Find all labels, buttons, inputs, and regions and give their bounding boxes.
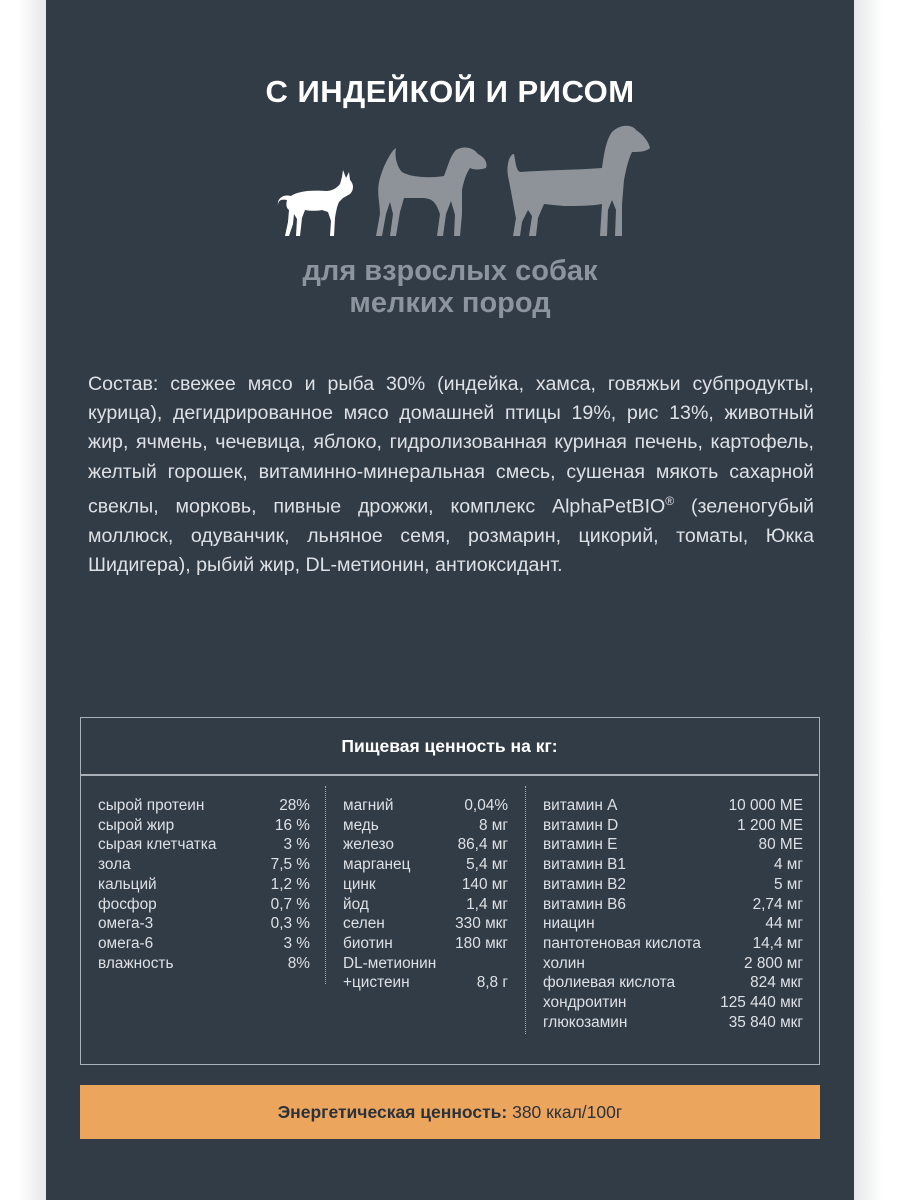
nutrient-name: фосфор <box>98 895 157 913</box>
nutrition-row <box>98 855 310 875</box>
nutrient-value: 824 мкг <box>750 974 803 992</box>
nutrient-name: медь <box>343 816 379 834</box>
nutrition-divider <box>81 774 818 776</box>
dog-size-icons <box>46 118 854 248</box>
nutrition-row <box>98 914 310 934</box>
nutrient-name: витамин В2 <box>543 875 626 893</box>
nutrient-name: омега-3 <box>98 915 154 933</box>
nutrient-value: 5,4 мг <box>466 856 508 874</box>
nutrition-row <box>343 875 508 895</box>
nutrition-row <box>543 816 803 836</box>
energy-value-bar <box>80 1085 820 1139</box>
subtitle-line-1: для взрослых собак <box>302 255 598 287</box>
nutrient-name: витамин В6 <box>543 895 626 913</box>
nutrient-value: 5 мг <box>773 875 803 893</box>
nutrient-value: 2 800 мг <box>744 954 803 972</box>
nutrition-row <box>343 816 508 836</box>
nutrition-row <box>543 835 803 855</box>
nutrition-title: Пищевая ценность на кг: <box>341 736 558 756</box>
nutrient-value: 4 мг <box>773 856 803 874</box>
nutrient-name: влажность <box>98 954 174 972</box>
nutrient-value: 80 МЕ <box>758 836 803 854</box>
product-title: С ИНДЕЙКОЙ И РИСОМ <box>265 74 635 109</box>
nutrition-row <box>543 1013 803 1033</box>
small-dog-icon <box>278 170 353 236</box>
nutrient-name: DL-метионин <box>343 954 437 972</box>
nutrient-name: зола <box>98 856 131 874</box>
nutrient-name: +цистеин <box>343 974 410 992</box>
nutrient-name: йод <box>343 895 369 913</box>
nutrient-name: фолиевая кислота <box>543 974 676 992</box>
nutrition-row <box>543 855 803 875</box>
energy-value: 380 ккал/100г <box>507 1102 623 1122</box>
nutrition-row <box>543 934 803 954</box>
nutrient-value: 3 % <box>283 836 310 854</box>
nutrition-row <box>343 973 508 993</box>
nutrient-name: сырой жир <box>98 816 175 834</box>
nutrient-value: 0,04% <box>464 797 508 814</box>
nutrient-value: 35 840 мкг <box>728 1013 803 1031</box>
nutrient-value: 0,3 % <box>270 915 310 933</box>
nutrition-row <box>343 855 508 875</box>
target-audience <box>46 255 854 319</box>
nutrient-value: 1,2 % <box>270 875 310 893</box>
nutrition-row <box>543 954 803 974</box>
composition-main: Состав: свежее мясо и рыба 30% (индейка, хамса, говяжьи субпродукты, курица), дегидрированное мясо домашней птицы 19%, рис 13%, животный жир, ячмень, чечевица, яблоко, гидролизованная куриная печень, картофель, желтый горошек, витаминно-минеральная смесь, сушеная мякоть сахарной свеклы, морковь, пивные дрожжи, комплекс AlphaPetBIO <box>88 373 814 518</box>
nutrient-name: глюкозамин <box>543 1013 628 1031</box>
nutrient-value: 44 мг <box>765 915 803 933</box>
nutrition-row <box>343 954 508 974</box>
nutrition-row <box>98 816 310 836</box>
composition-text <box>88 370 814 580</box>
nutrient-value: 1 200 МЕ <box>737 816 803 834</box>
subtitle-line-2: мелких пород <box>349 287 551 319</box>
nutrient-value: 8 мг <box>478 816 508 834</box>
nutrition-row <box>543 973 803 993</box>
nutrient-value: 330 мкг <box>455 915 508 933</box>
nutrient-value: 180 мкг <box>455 934 508 952</box>
nutrition-row <box>98 875 310 895</box>
composition-continued: (зеленогубый моллюск, одуванчик, льняное семя, розмарин, цикорий, томаты, Юкка Шидигера), рыбий жир, DL-метионин, антиоксидант. <box>88 495 814 576</box>
nutrient-value: 1,4 мг <box>466 895 508 913</box>
nutrient-value: 2,74 мг <box>752 895 803 913</box>
nutrient-value: 14,4 мг <box>752 934 803 952</box>
nutrient-name: пантотеновая кислота <box>543 934 701 952</box>
nutrition-row <box>98 796 310 816</box>
nutrition-row <box>343 895 508 915</box>
nutrient-name: железо <box>343 836 394 854</box>
large-dog-icon <box>507 126 650 236</box>
column-divider-1 <box>325 786 326 984</box>
nutrient-value: 86,4 мг <box>457 836 508 854</box>
nutrient-name: марганец <box>343 856 411 874</box>
medium-dog-icon <box>376 147 487 236</box>
nutrient-name: омега-6 <box>98 934 154 952</box>
left-edge <box>0 0 46 1200</box>
nutrition-row <box>343 835 508 855</box>
nutrient-name: витамин D <box>543 816 619 834</box>
right-edge <box>854 0 900 1200</box>
nutrition-row <box>343 934 508 954</box>
nutrient-name: витамин Е <box>543 836 618 854</box>
nutrient-value: 140 мг <box>461 875 508 893</box>
nutrient-name: магний <box>343 797 394 814</box>
nutrition-row <box>543 796 803 816</box>
nutrient-name: селен <box>343 915 385 933</box>
nutrient-name: витамин А <box>543 797 618 814</box>
nutrient-value: 8% <box>287 954 310 972</box>
nutrient-name: биотин <box>343 934 393 952</box>
nutrition-table <box>80 717 820 1065</box>
nutrition-row <box>543 993 803 1013</box>
nutrition-row <box>98 954 310 974</box>
nutrient-name: сырая клетчатка <box>98 836 217 854</box>
nutrient-name: хондроитин <box>543 994 627 1011</box>
nutrient-name: витамин В1 <box>543 856 626 874</box>
nutrient-name: ниацин <box>543 915 595 933</box>
nutrient-value: 16 % <box>274 816 310 834</box>
nutrient-name: цинк <box>343 875 376 893</box>
nutrient-name: кальций <box>98 875 157 893</box>
nutrition-row <box>343 914 508 934</box>
nutrient-name: сырой протеин <box>98 797 205 814</box>
nutrient-value: 0,7 % <box>270 895 310 913</box>
package-panel <box>46 0 854 1200</box>
nutrient-value: 8,8 г <box>476 974 508 992</box>
nutrient-value: 10 000 МЕ <box>728 797 803 814</box>
nutrient-value: 3 % <box>283 934 310 952</box>
nutrition-row <box>98 934 310 954</box>
nutrition-row <box>98 895 310 915</box>
nutrition-row <box>543 914 803 934</box>
nutrition-row <box>543 895 803 915</box>
energy-label: Энергетическая ценность: <box>277 1102 508 1122</box>
nutrient-value: 125 440 мкг <box>720 994 803 1011</box>
nutrient-value: 7,5 % <box>270 856 310 874</box>
nutrition-row <box>543 875 803 895</box>
nutrition-row <box>343 796 508 816</box>
nutrition-row <box>98 835 310 855</box>
nutrient-name: холин <box>543 954 585 972</box>
registered-mark: ® <box>665 493 675 508</box>
column-divider-2 <box>525 786 526 1034</box>
nutrient-value: 28% <box>279 797 310 814</box>
